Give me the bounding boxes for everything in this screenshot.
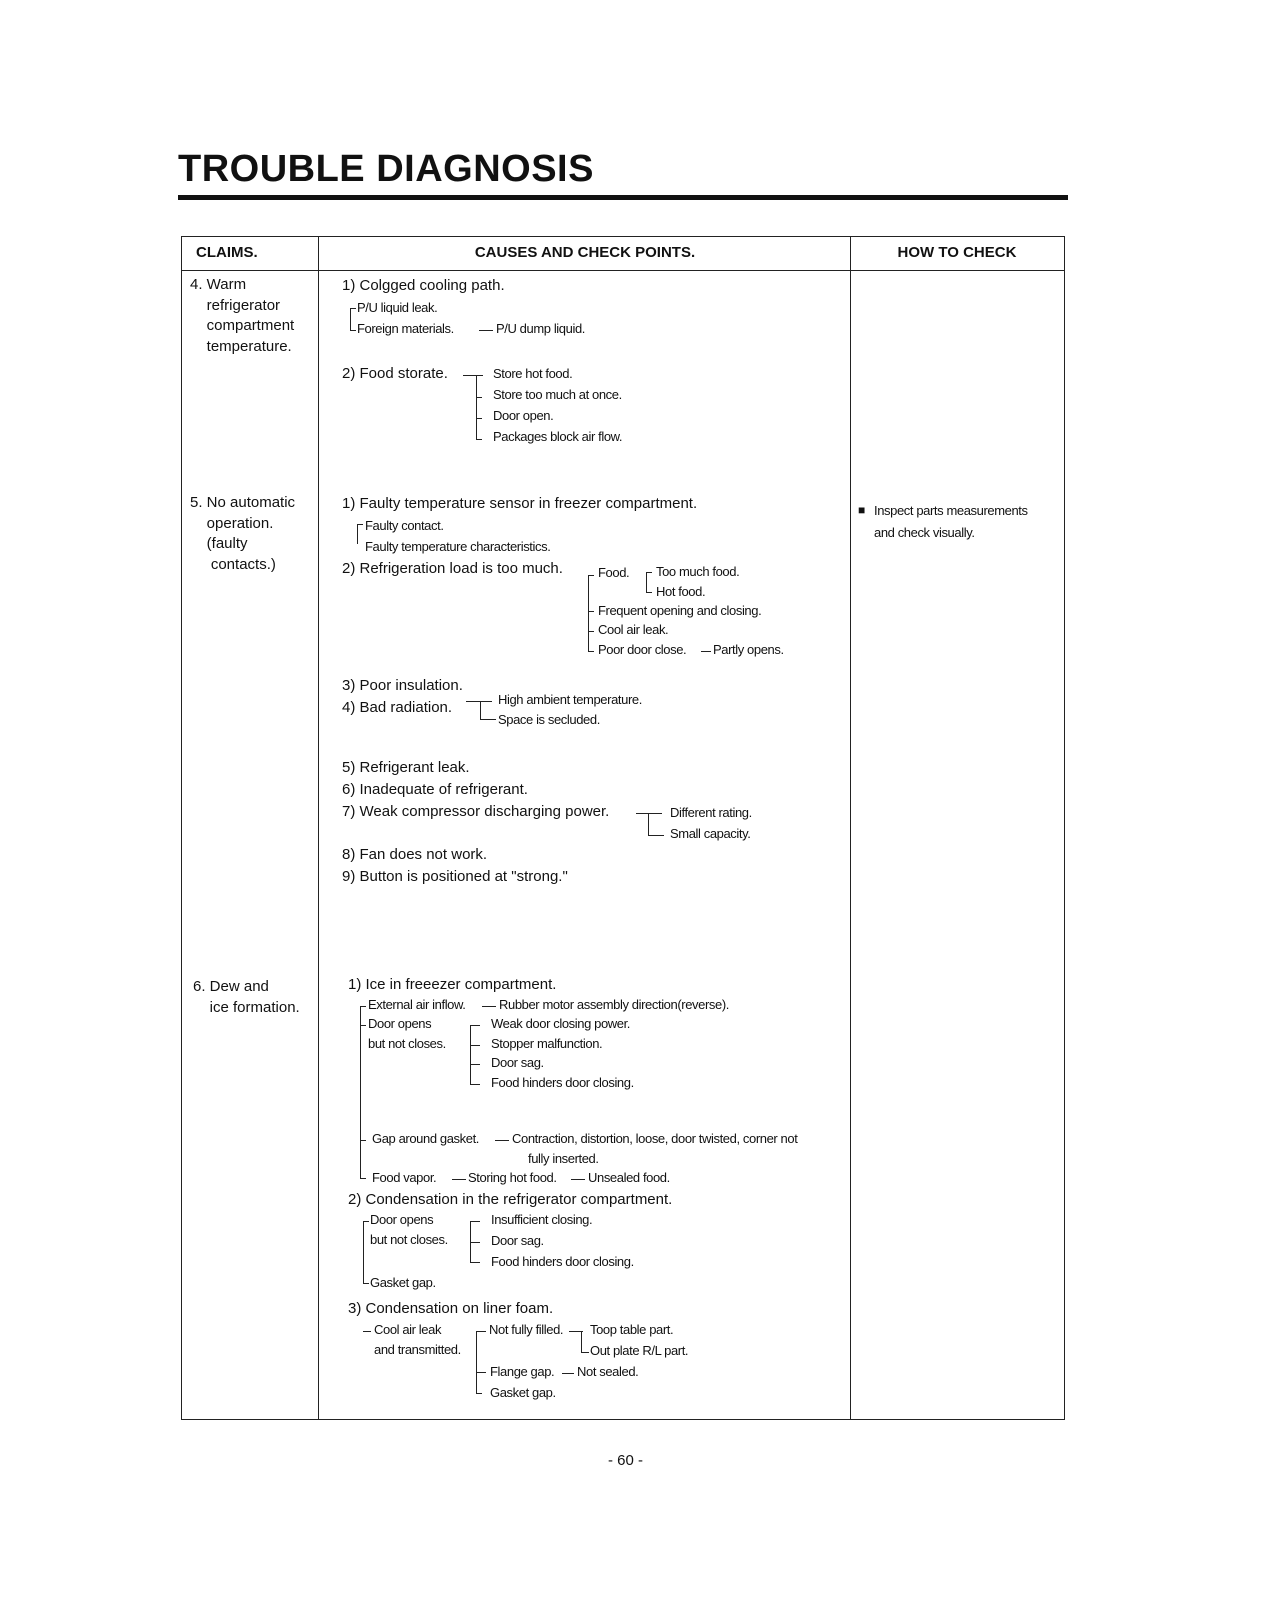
arrow-line [482,1006,496,1007]
bracket-tick [480,719,496,720]
bracket-tick [360,1140,366,1141]
cause-poor-door-close: Poor door close. [598,642,687,657]
bracket-tick [470,1221,480,1222]
bracket-tick [350,330,356,331]
cause-food-hinders-door-2: Food hinders door closing. [491,1254,634,1269]
bracket-tick [357,524,363,525]
header-divider [181,270,1065,271]
claim-warm-refrigerator: 4. Warm refrigerator compartment temperature. [190,276,295,355]
bracket [480,701,481,719]
cause-poor-insulation: 3) Poor insulation. [342,677,463,694]
arrow-line [495,1140,509,1141]
bracket [357,524,358,544]
cause-food-hinders-door: Food hinders door closing. [491,1075,634,1090]
claim-dew-and-ice: 6. Dew and ice formation. [193,978,300,1016]
cause-ice-in-freezer: 1) Ice in freeezer compartment. [348,976,557,993]
diagnosis-table [181,236,1065,1420]
cause-bad-radiation: 4) Bad radiation. [342,699,453,716]
bracket-tick [476,418,482,419]
cause-fully-inserted: fully inserted. [528,1151,599,1166]
cause-condensation-refrigerator: 2) Condensation in the refrigerator compartment. [348,1191,673,1208]
cause-weak-door-closing: Weak door closing power. [491,1016,631,1031]
header-causes: CAUSES AND CHECK POINTS. [474,244,696,261]
cause-gap-around-gasket: Gap around gasket. [372,1131,479,1146]
cause-condensation-liner-foam: 3) Condensation on liner foam. [348,1300,554,1317]
bracket-tick [588,651,594,652]
bracket-tick [360,1006,366,1007]
cause-space-secluded: Space is secluded. [498,712,600,727]
cause-cool-air-leak: Cool air leak. [598,622,669,637]
page-number: - 60 - [608,1452,644,1469]
arrow-line [466,701,492,702]
cause-pu-liquid-leak: P/U liquid leak. [357,300,438,315]
cause-door-sag: Door sag. [491,1055,544,1070]
column-divider-2 [850,236,851,1420]
cause-hot-food: Hot food. [656,584,706,599]
arrow-line [463,375,483,376]
cause-out-plate-part: Out plate R/L part. [590,1343,689,1358]
bracket-tick [470,1025,480,1026]
bracket [360,1006,361,1178]
claim-no-automatic-operation: 5. No automatic operation. (faulty contacts.) [190,494,296,573]
cause-but-not-closes: but not closes. [368,1036,446,1051]
bracket [581,1331,582,1352]
bracket-tick [476,1331,486,1332]
arrow-line [571,1179,585,1180]
cause-partly-opens: Partly opens. [713,642,784,657]
cause-insufficient-closing: Insufficient closing. [491,1212,593,1227]
cause-frequent-opening: Frequent opening and closing. [598,603,762,618]
cause-faulty-temp-characteristics: Faulty temperature characteristics. [365,539,551,554]
bracket-tick [363,1221,369,1222]
bracket-tick [360,1178,366,1179]
bracket-tick [470,1045,480,1046]
cause-too-much-food: Too much food. [656,564,740,579]
cause-and-transmitted: and transmitted. [374,1342,461,1357]
cause-pu-dump-liquid: P/U dump liquid. [496,321,585,336]
cause-small-capacity: Small capacity. [670,826,751,841]
arrow-line [479,330,493,331]
cause-different-rating: Different rating. [670,805,752,820]
title-rule [178,195,1068,200]
bracket [646,572,647,592]
cause-foreign-materials: Foreign materials. [357,321,454,336]
cause-refrigeration-load: 2) Refrigeration load is too much. [342,560,563,577]
bracket-tick [476,439,482,440]
cause-door-open: Door open. [493,408,554,423]
cause-not-sealed: Not sealed. [577,1364,639,1379]
how-to-check-line1: Inspect parts measurements [874,503,1028,518]
header-how-to-check: HOW TO CHECK [897,244,1017,261]
cause-inadequate-refrigerant: 6) Inadequate of refrigerant. [342,781,528,798]
bracket-tick [470,1262,480,1263]
arrow-line [636,813,662,814]
bracket-tick [588,575,594,576]
cause-weak-compressor: 7) Weak compressor discharging power. [342,803,610,820]
cause-stopper-malfunction: Stopper malfunction. [491,1036,603,1051]
bracket-tick [476,397,482,398]
cause-gasket-gap: Gasket gap. [370,1275,436,1290]
cause-button-strong: 9) Button is positioned at "strong." [342,868,568,885]
cause-door-sag-2: Door sag. [491,1233,544,1248]
cause-gasket-gap-2: Gasket gap. [490,1385,556,1400]
bracket [476,1331,477,1393]
cause-flange-gap: Flange gap. [490,1364,555,1379]
bracket-tick [470,1064,480,1065]
cause-not-fully-filled: Not fully filled. [489,1322,564,1337]
cause-toop-table-part: Toop table part. [590,1322,674,1337]
bracket-tick [363,1283,369,1284]
cause-clogged-cooling-path: 1) Colgged cooling path. [342,277,505,294]
bracket-tick [476,1393,482,1394]
bracket [648,813,649,835]
bracket [470,1025,471,1084]
how-to-check-line2: and check visually. [874,525,975,540]
arrow-line [452,1179,466,1180]
cause-food-storage: 2) Food storate. [342,365,448,382]
cause-faulty-temperature-sensor: 1) Faulty temperature sensor in freezer compartment. [342,495,698,512]
cause-food-vapor: Food vapor. [372,1170,437,1185]
cause-rubber-motor-reverse: Rubber motor assembly direction(reverse). [499,997,729,1012]
cause-faulty-contact: Faulty contact. [365,518,444,533]
cause-refrigerant-leak: 5) Refrigerant leak. [342,759,470,776]
arrow-line [562,1373,574,1374]
arrow-line [701,651,711,652]
cause-storing-hot-food: Storing hot food. [468,1170,557,1185]
cause-packages-block-air: Packages block air flow. [493,429,623,444]
cause-external-air-inflow: External air inflow. [368,997,466,1012]
cause-food: Food. [598,565,630,580]
cause-but-not-closes-2: but not closes. [370,1232,448,1247]
bracket-tick [646,572,652,573]
cause-high-ambient-temp: High ambient temperature. [498,692,642,707]
header-claims: CLAIMS. [196,244,258,261]
cause-store-hot-food: Store hot food. [493,366,573,381]
arrow-line [363,1331,371,1332]
cause-store-too-much: Store too much at once. [493,387,622,402]
bracket-tick [646,592,652,593]
bracket-tick [476,1372,486,1373]
page-title: TROUBLE DIAGNOSIS [178,148,594,190]
bracket-tick [470,1242,480,1243]
bracket-tick [588,611,594,612]
cause-fan-not-work: 8) Fan does not work. [342,846,488,863]
bracket [363,1221,364,1283]
bracket-tick [350,308,356,309]
cause-cool-air-leak-2: Cool air leak [374,1322,442,1337]
bracket-tick [360,1025,366,1026]
bracket-tick [648,835,664,836]
cause-door-opens: Door opens [368,1016,432,1031]
bracket-tick [581,1352,589,1353]
cause-contraction-distortion: Contraction, distortion, loose, door twisted, corner not [512,1131,798,1146]
cause-unsealed-food: Unsealed food. [588,1170,670,1185]
how-to-check-bullet: ■ [858,503,865,517]
column-divider-1 [318,236,319,1420]
bracket-tick [588,631,594,632]
cause-door-opens-2: Door opens [370,1212,434,1227]
bracket [350,308,351,330]
bracket [476,375,477,439]
bracket-tick [470,1084,480,1085]
bracket [588,575,589,651]
